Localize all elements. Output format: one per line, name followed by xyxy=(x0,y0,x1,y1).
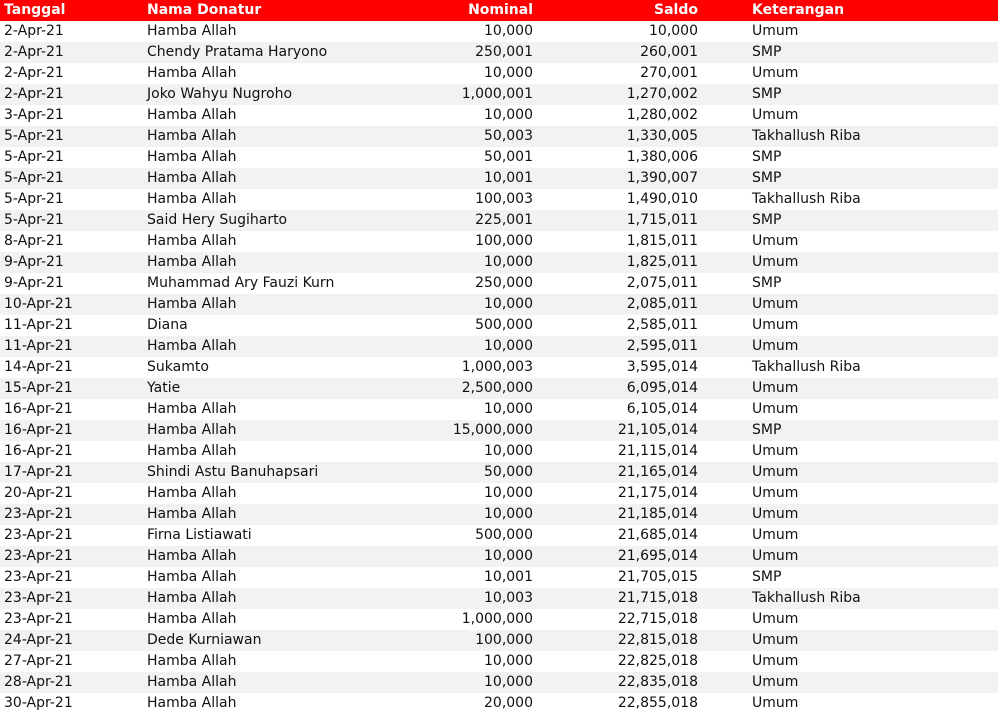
cell-keterangan: SMP xyxy=(752,422,782,438)
cell-nominal: 250,001 xyxy=(475,44,533,60)
cell-tanggal: 10-Apr-21 xyxy=(4,296,73,312)
table-row xyxy=(0,42,998,63)
cell-saldo: 2,595,011 xyxy=(626,338,698,354)
cell-nominal: 1,000,000 xyxy=(461,611,533,627)
cell-keterangan: Takhallush Riba xyxy=(752,191,861,207)
cell-saldo: 2,585,011 xyxy=(626,317,698,333)
cell-nama-donatur: Hamba Allah xyxy=(147,569,237,585)
cell-nominal: 225,001 xyxy=(475,212,533,228)
cell-nominal: 10,000 xyxy=(484,401,533,417)
cell-saldo: 22,855,018 xyxy=(617,695,698,711)
table-row xyxy=(0,231,998,252)
cell-tanggal: 15-Apr-21 xyxy=(4,380,73,396)
cell-saldo: 6,095,014 xyxy=(626,380,698,396)
cell-nominal: 10,000 xyxy=(484,485,533,501)
cell-saldo: 21,105,014 xyxy=(617,422,698,438)
table-row xyxy=(0,693,998,714)
cell-nominal: 15,000,000 xyxy=(452,422,533,438)
cell-saldo: 21,185,014 xyxy=(617,506,698,522)
cell-saldo: 1,825,011 xyxy=(626,254,698,270)
cell-keterangan: Umum xyxy=(752,506,799,522)
cell-tanggal: 11-Apr-21 xyxy=(4,338,73,354)
cell-saldo: 22,835,018 xyxy=(617,674,698,690)
cell-tanggal: 30-Apr-21 xyxy=(4,695,73,711)
cell-nama-donatur: Joko Wahyu Nugroho xyxy=(147,86,293,102)
table-row xyxy=(0,588,998,609)
cell-nama-donatur: Hamba Allah xyxy=(147,107,237,123)
cell-saldo: 1,715,011 xyxy=(626,212,698,228)
cell-saldo: 22,815,018 xyxy=(617,632,698,648)
table-row xyxy=(0,525,998,546)
cell-nama-donatur: Dede Kurniawan xyxy=(147,632,262,648)
cell-tanggal: 5-Apr-21 xyxy=(4,128,64,144)
cell-tanggal: 23-Apr-21 xyxy=(4,611,73,627)
cell-nama-donatur: Firna Listiawati xyxy=(147,527,252,543)
cell-tanggal: 14-Apr-21 xyxy=(4,359,73,375)
cell-nama-donatur: Hamba Allah xyxy=(147,191,237,207)
cell-nominal: 10,003 xyxy=(484,590,533,606)
cell-nominal: 10,000 xyxy=(484,548,533,564)
cell-nama-donatur: Hamba Allah xyxy=(147,548,237,564)
cell-saldo: 1,270,002 xyxy=(626,86,698,102)
table-row xyxy=(0,336,998,357)
cell-tanggal: 23-Apr-21 xyxy=(4,506,73,522)
cell-nominal: 50,000 xyxy=(484,464,533,480)
cell-tanggal: 5-Apr-21 xyxy=(4,170,64,186)
cell-saldo: 21,165,014 xyxy=(617,464,698,480)
cell-nama-donatur: Hamba Allah xyxy=(147,401,237,417)
cell-tanggal: 16-Apr-21 xyxy=(4,401,73,417)
cell-keterangan: Takhallush Riba xyxy=(752,590,861,606)
table-row xyxy=(0,357,998,378)
table-row xyxy=(0,210,998,231)
cell-nominal: 100,000 xyxy=(475,632,533,648)
cell-nama-donatur: Said Hery Sugiharto xyxy=(147,212,288,228)
cell-tanggal: 5-Apr-21 xyxy=(4,191,64,207)
cell-keterangan: Umum xyxy=(752,695,799,711)
cell-keterangan: Umum xyxy=(752,611,799,627)
cell-tanggal: 9-Apr-21 xyxy=(4,275,64,291)
cell-keterangan: Umum xyxy=(752,380,799,396)
cell-tanggal: 27-Apr-21 xyxy=(4,653,73,669)
cell-saldo: 21,175,014 xyxy=(617,485,698,501)
cell-saldo: 270,001 xyxy=(640,65,698,81)
cell-nominal: 10,000 xyxy=(484,296,533,312)
cell-keterangan: Umum xyxy=(752,632,799,648)
header-keterangan: Keterangan xyxy=(752,2,845,18)
cell-nominal: 500,000 xyxy=(475,317,533,333)
cell-nama-donatur: Hamba Allah xyxy=(147,23,237,39)
cell-nominal: 500,000 xyxy=(475,527,533,543)
cell-saldo: 1,490,010 xyxy=(626,191,698,207)
table-row xyxy=(0,399,998,420)
cell-nama-donatur: Shindi Astu Banuhapsari xyxy=(147,464,319,480)
cell-keterangan: Umum xyxy=(752,464,799,480)
cell-keterangan: Umum xyxy=(752,254,799,270)
cell-nominal: 10,001 xyxy=(484,170,533,186)
header-tanggal: Tanggal xyxy=(4,2,66,18)
cell-saldo: 2,075,011 xyxy=(626,275,698,291)
cell-nominal: 10,000 xyxy=(484,674,533,690)
cell-keterangan: Umum xyxy=(752,653,799,669)
cell-tanggal: 17-Apr-21 xyxy=(4,464,73,480)
cell-saldo: 10,000 xyxy=(649,23,698,39)
table-row xyxy=(0,462,998,483)
cell-keterangan: Umum xyxy=(752,527,799,543)
cell-nominal: 20,000 xyxy=(484,695,533,711)
cell-saldo: 21,115,014 xyxy=(617,443,698,459)
cell-keterangan: Umum xyxy=(752,317,799,333)
table-row xyxy=(0,378,998,399)
cell-saldo: 22,715,018 xyxy=(617,611,698,627)
header-saldo: Saldo xyxy=(654,2,698,18)
table-row xyxy=(0,504,998,525)
cell-keterangan: SMP xyxy=(752,170,782,186)
cell-nominal: 100,003 xyxy=(475,191,533,207)
cell-saldo: 1,390,007 xyxy=(626,170,698,186)
cell-keterangan: Umum xyxy=(752,548,799,564)
cell-nama-donatur: Hamba Allah xyxy=(147,611,237,627)
table-body xyxy=(0,21,998,714)
cell-tanggal: 16-Apr-21 xyxy=(4,422,73,438)
table-row xyxy=(0,147,998,168)
cell-tanggal: 8-Apr-21 xyxy=(4,233,64,249)
cell-tanggal: 5-Apr-21 xyxy=(4,212,64,228)
cell-nama-donatur: Chendy Pratama Haryono xyxy=(147,44,328,60)
table-header xyxy=(0,0,998,21)
cell-nama-donatur: Hamba Allah xyxy=(147,422,237,438)
cell-nominal: 10,000 xyxy=(484,65,533,81)
cell-nominal: 10,001 xyxy=(484,569,533,585)
table-row xyxy=(0,105,998,126)
cell-tanggal: 9-Apr-21 xyxy=(4,254,64,270)
cell-tanggal: 23-Apr-21 xyxy=(4,548,73,564)
cell-tanggal: 20-Apr-21 xyxy=(4,485,73,501)
cell-keterangan: Takhallush Riba xyxy=(752,359,861,375)
cell-keterangan: SMP xyxy=(752,569,782,585)
table-row xyxy=(0,189,998,210)
cell-keterangan: Umum xyxy=(752,338,799,354)
table-row xyxy=(0,84,998,105)
cell-tanggal: 11-Apr-21 xyxy=(4,317,73,333)
cell-nominal: 50,003 xyxy=(484,128,533,144)
cell-saldo: 1,380,006 xyxy=(626,149,698,165)
cell-saldo: 21,685,014 xyxy=(617,527,698,543)
table-row xyxy=(0,651,998,672)
cell-tanggal: 3-Apr-21 xyxy=(4,107,64,123)
cell-nama-donatur: Diana xyxy=(147,317,188,333)
table-row xyxy=(0,441,998,462)
table-row xyxy=(0,609,998,630)
cell-nama-donatur: Hamba Allah xyxy=(147,170,237,186)
cell-saldo: 1,330,005 xyxy=(626,128,698,144)
table-row xyxy=(0,126,998,147)
cell-tanggal: 28-Apr-21 xyxy=(4,674,73,690)
cell-nominal: 100,000 xyxy=(475,233,533,249)
cell-keterangan: Umum xyxy=(752,107,799,123)
cell-nama-donatur: Hamba Allah xyxy=(147,65,237,81)
header-nominal: Nominal xyxy=(468,2,533,18)
cell-nama-donatur: Hamba Allah xyxy=(147,338,237,354)
cell-tanggal: 16-Apr-21 xyxy=(4,443,73,459)
cell-saldo: 21,715,018 xyxy=(617,590,698,606)
table-row xyxy=(0,168,998,189)
cell-nominal: 2,500,000 xyxy=(461,380,533,396)
table-row xyxy=(0,672,998,693)
cell-nominal: 10,000 xyxy=(484,107,533,123)
cell-tanggal: 23-Apr-21 xyxy=(4,527,73,543)
cell-nama-donatur: Sukamto xyxy=(147,359,209,375)
cell-tanggal: 24-Apr-21 xyxy=(4,632,73,648)
cell-nama-donatur: Hamba Allah xyxy=(147,233,237,249)
cell-saldo: 21,695,014 xyxy=(617,548,698,564)
cell-nominal: 50,001 xyxy=(484,149,533,165)
cell-nama-donatur: Muhammad Ary Fauzi Kurn xyxy=(147,275,335,291)
cell-nominal: 250,000 xyxy=(475,275,533,291)
cell-nominal: 10,000 xyxy=(484,23,533,39)
cell-nominal: 10,000 xyxy=(484,254,533,270)
table-row xyxy=(0,420,998,441)
cell-nominal: 1,000,003 xyxy=(461,359,533,375)
cell-keterangan: Takhallush Riba xyxy=(752,128,861,144)
table-row xyxy=(0,315,998,336)
cell-keterangan: SMP xyxy=(752,149,782,165)
cell-nama-donatur: Hamba Allah xyxy=(147,485,237,501)
cell-keterangan: Umum xyxy=(752,674,799,690)
cell-tanggal: 5-Apr-21 xyxy=(4,149,64,165)
cell-nominal: 10,000 xyxy=(484,338,533,354)
cell-nama-donatur: Hamba Allah xyxy=(147,506,237,522)
table-row xyxy=(0,630,998,651)
cell-tanggal: 2-Apr-21 xyxy=(4,65,64,81)
cell-keterangan: Umum xyxy=(752,23,799,39)
cell-tanggal: 2-Apr-21 xyxy=(4,86,64,102)
cell-nama-donatur: Hamba Allah xyxy=(147,443,237,459)
table-row xyxy=(0,483,998,504)
cell-tanggal: 23-Apr-21 xyxy=(4,569,73,585)
cell-keterangan: SMP xyxy=(752,212,782,228)
cell-keterangan: Umum xyxy=(752,233,799,249)
table-row xyxy=(0,21,998,42)
cell-keterangan: SMP xyxy=(752,275,782,291)
cell-saldo: 1,815,011 xyxy=(626,233,698,249)
cell-nama-donatur: Yatie xyxy=(147,380,181,396)
cell-keterangan: Umum xyxy=(752,65,799,81)
cell-keterangan: SMP xyxy=(752,44,782,60)
cell-nama-donatur: Hamba Allah xyxy=(147,296,237,312)
cell-nama-donatur: Hamba Allah xyxy=(147,254,237,270)
cell-nama-donatur: Hamba Allah xyxy=(147,695,237,711)
table-row xyxy=(0,567,998,588)
cell-saldo: 1,280,002 xyxy=(626,107,698,123)
cell-nama-donatur: Hamba Allah xyxy=(147,590,237,606)
cell-nominal: 10,000 xyxy=(484,443,533,459)
cell-saldo: 3,595,014 xyxy=(626,359,698,375)
table-row xyxy=(0,546,998,567)
cell-nominal: 10,000 xyxy=(484,506,533,522)
cell-keterangan: SMP xyxy=(752,86,782,102)
cell-keterangan: Umum xyxy=(752,443,799,459)
cell-nominal: 1,000,001 xyxy=(461,86,533,102)
header-nama-donatur: Nama Donatur xyxy=(147,2,262,18)
table-row xyxy=(0,63,998,84)
cell-nama-donatur: Hamba Allah xyxy=(147,128,237,144)
table-row xyxy=(0,273,998,294)
cell-saldo: 22,825,018 xyxy=(617,653,698,669)
cell-tanggal: 23-Apr-21 xyxy=(4,590,73,606)
cell-saldo: 260,001 xyxy=(640,44,698,60)
table-row xyxy=(0,252,998,273)
cell-saldo: 2,085,011 xyxy=(626,296,698,312)
cell-saldo: 6,105,014 xyxy=(626,401,698,417)
cell-nama-donatur: Hamba Allah xyxy=(147,653,237,669)
cell-nama-donatur: Hamba Allah xyxy=(147,149,237,165)
cell-keterangan: Umum xyxy=(752,485,799,501)
cell-tanggal: 2-Apr-21 xyxy=(4,23,64,39)
cell-tanggal: 2-Apr-21 xyxy=(4,44,64,60)
table-row xyxy=(0,294,998,315)
cell-saldo: 21,705,015 xyxy=(617,569,698,585)
cell-nominal: 10,000 xyxy=(484,653,533,669)
cell-nama-donatur: Hamba Allah xyxy=(147,674,237,690)
cell-keterangan: Umum xyxy=(752,296,799,312)
cell-keterangan: Umum xyxy=(752,401,799,417)
